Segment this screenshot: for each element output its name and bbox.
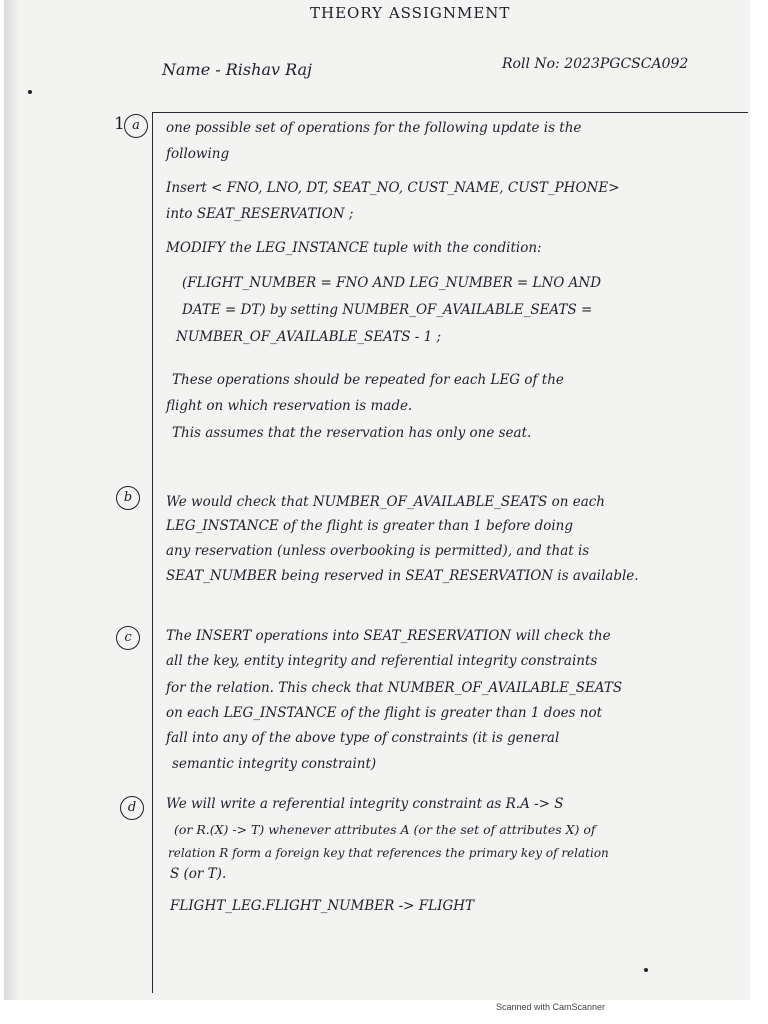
- part-label-c: c: [116, 626, 140, 650]
- answer-line: The INSERT operations into SEAT_RESERVATION will check the: [166, 628, 611, 644]
- answer-line: for the relation. This check that NUMBER_OF_AVAILABLE_SEATS: [166, 680, 623, 696]
- scanner-watermark: Scanned with CamScanner: [496, 1002, 606, 1012]
- answer-line: any reservation (unless overbooking is permitted), and that is: [166, 543, 590, 559]
- answer-line: We will write a referential integrity constraint as R.A -> S: [166, 796, 564, 812]
- answer-line: LEG_INSTANCE of the flight is greater than 1 before doing: [166, 518, 574, 534]
- answer-line: SEAT_NUMBER being reserved in SEAT_RESERVATION is available.: [166, 568, 639, 584]
- part-label-b: b: [116, 486, 140, 510]
- part-label-d: d: [120, 796, 144, 820]
- part-label-a: a: [124, 114, 148, 138]
- answer-line: NUMBER_OF_AVAILABLE_SEATS - 1 ;: [176, 329, 442, 345]
- answer-line: FLIGHT_LEG.FLIGHT_NUMBER -> FLIGHT: [170, 898, 475, 914]
- answer-line: S (or T).: [170, 866, 227, 882]
- answer-line: relation R form a foreign key that references the primary key of relation: [168, 846, 609, 860]
- answer-line: fall into any of the above type of constraints (it is general: [166, 730, 560, 746]
- question-number: 1: [114, 114, 125, 134]
- answer-line: These operations should be repeated for each LEG of the: [172, 372, 564, 388]
- paper-speck: [644, 968, 648, 972]
- answer-line: on each LEG_INSTANCE of the flight is greater than 1 does not: [166, 705, 603, 721]
- answer-line: (FLIGHT_NUMBER = FNO AND LEG_NUMBER = LNO AND: [182, 275, 602, 291]
- answer-line: This assumes that the reservation has only one seat.: [172, 425, 532, 441]
- paper-speck: [28, 90, 32, 94]
- answer-line: Insert < FNO, LNO, DT, SEAT_NO, CUST_NAME, CUST_PHONE>: [166, 180, 620, 196]
- answer-line: semantic integrity constraint): [172, 756, 377, 772]
- answer-line: DATE = DT) by setting NUMBER_OF_AVAILABLE_SEATS =: [182, 302, 593, 318]
- answer-line: following: [166, 146, 230, 162]
- top-rule: [152, 112, 748, 113]
- page-edge-shadow: [4, 0, 18, 1000]
- answer-line: one possible set of operations for the following update is the: [166, 120, 582, 136]
- answer-line: We would check that NUMBER_OF_AVAILABLE_SEATS on each: [166, 494, 605, 510]
- answer-line: into SEAT_RESERVATION ;: [166, 206, 354, 222]
- margin-line: [152, 113, 153, 993]
- answer-line: MODIFY the LEG_INSTANCE tuple with the condition:: [166, 240, 542, 256]
- roll-number: Roll No: 2023PGCSCA092: [502, 56, 689, 72]
- student-name: Name - Rishav Raj: [162, 60, 313, 79]
- answer-line: all the key, entity integrity and referential integrity constraints: [166, 653, 598, 669]
- answer-line: (or R.(X) -> T) whenever attributes A (or the set of attributes X) of: [174, 822, 596, 837]
- page-title: THEORY ASSIGNMENT: [310, 4, 511, 22]
- answer-line: flight on which reservation is made.: [166, 398, 413, 414]
